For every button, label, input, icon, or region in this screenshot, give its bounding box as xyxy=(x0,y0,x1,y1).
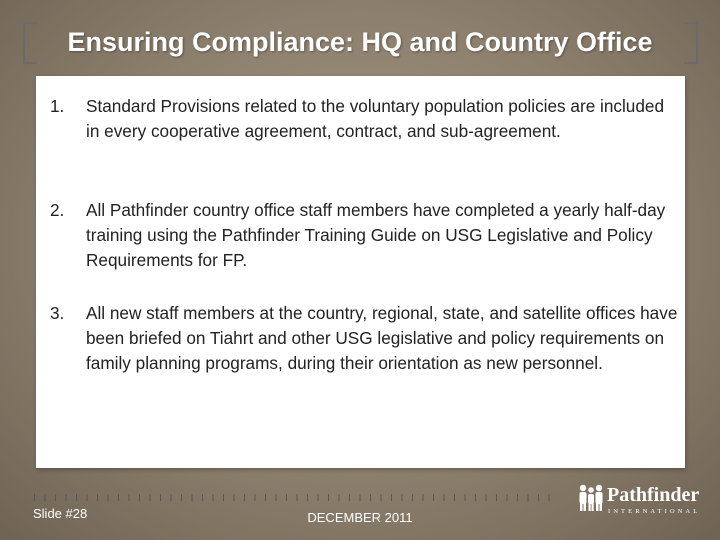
list-item-text: All Pathfinder country office staff members have completed a yearly half-day training using the Pathfinder Training Guide on USG Legislative and Policy Requirements for FP. xyxy=(86,200,666,270)
content-box xyxy=(36,76,685,468)
list-item-number: 1. xyxy=(50,96,65,116)
list-item-number: 3. xyxy=(50,303,65,323)
title-left-bracket xyxy=(23,22,37,64)
slide-title: Ensuring Compliance: HQ and Country Office xyxy=(67,27,653,57)
list-item xyxy=(50,301,678,376)
footer-tick-divider xyxy=(34,494,558,501)
title-right-bracket xyxy=(684,22,698,64)
logo-subtitle: INTERNATIONAL xyxy=(608,508,701,515)
people-group-icon xyxy=(576,483,606,513)
footer-date: DECEMBER 2011 xyxy=(307,510,413,525)
slide-number: Slide #28 xyxy=(33,506,88,521)
list-item-text: All new staff members at the country, regional, state, and satellite offices have been briefed on Tiahrt and other USG legislative and policy requirements on family planning programs, during their orientation as new personnel. xyxy=(86,303,678,373)
list-item xyxy=(50,198,678,273)
pathfinder-logo xyxy=(576,481,701,521)
list-item-text: Standard Provisions related to the voluntary population policies are included in every cooperative agreement, contract, and sub-agreement. xyxy=(86,96,665,141)
list-item-number: 2. xyxy=(50,200,65,220)
logo-name: Pathfinder xyxy=(607,484,700,506)
list-item xyxy=(50,94,678,144)
